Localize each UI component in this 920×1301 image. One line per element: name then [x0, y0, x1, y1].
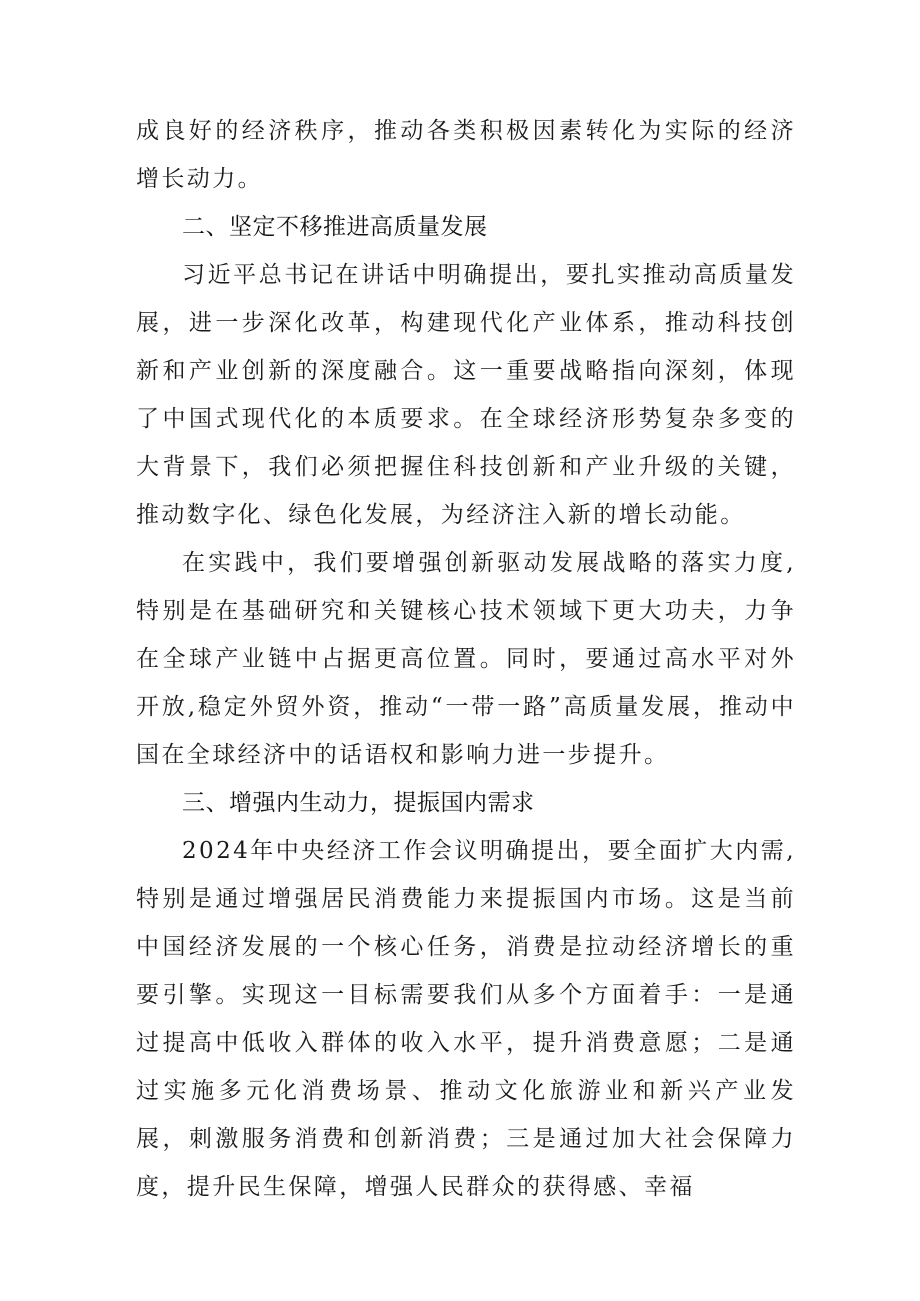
section2-paragraph-2: 在实践中，我们要增强创新驱动发展战略的落实力度,特别是在基础研究和关键核心技术领域下更大功夫，力争在全球产业链中占据更高位置。同时，要通过高水平对外开放,稳定外贸外资，推动“一带一路”高质量发展，推动中国在全球经济中的话语权和影响力进一步提升。 [136, 550, 796, 768]
section-heading-2: 二、坚定不移推进高质量发展 [182, 214, 488, 240]
continued-paragraph: 成良好的经济秩序，推动各类积极因素转化为实际的经济增长动力。 [136, 118, 796, 192]
section3-paragraph-1: 2024年中央经济工作会议明确提出，要全面扩大内需,特别是通过增强居民消费能力来提振国内市场。这是当前中国经济发展的一个核心任务，消费是拉动经济增长的重要引擎。实现这一目标需要我们从多个方面着手：一是通过提高中低收入群体的收入水平，提升消费意愿；二是通过实施多元化消费场景、推动文化旅游业和新兴产业发展，刺激服务消费和创新消费；三是通过加大社会保障力度，提升民生保障，增强人民群众的获得感、幸福 [136, 838, 796, 1200]
section-heading-3: 三、增强内生动力，提振国内需求 [182, 790, 535, 816]
section2-paragraph-1: 习近平总书记在讲话中明确提出，要扎实推动高质量发展，进一步深化改革，构建现代化产业体系，推动科技创新和产业创新的深度融合。这一重要战略指向深刻，体现了中国式现代化的本质要求。在全球经济形势复杂多变的大背景下，我们必须把握住科技创新和产业升级的关键，推动数字化、绿色化发展，为经济注入新的增长动能。 [136, 262, 796, 528]
document-body [136, 107, 796, 1211]
